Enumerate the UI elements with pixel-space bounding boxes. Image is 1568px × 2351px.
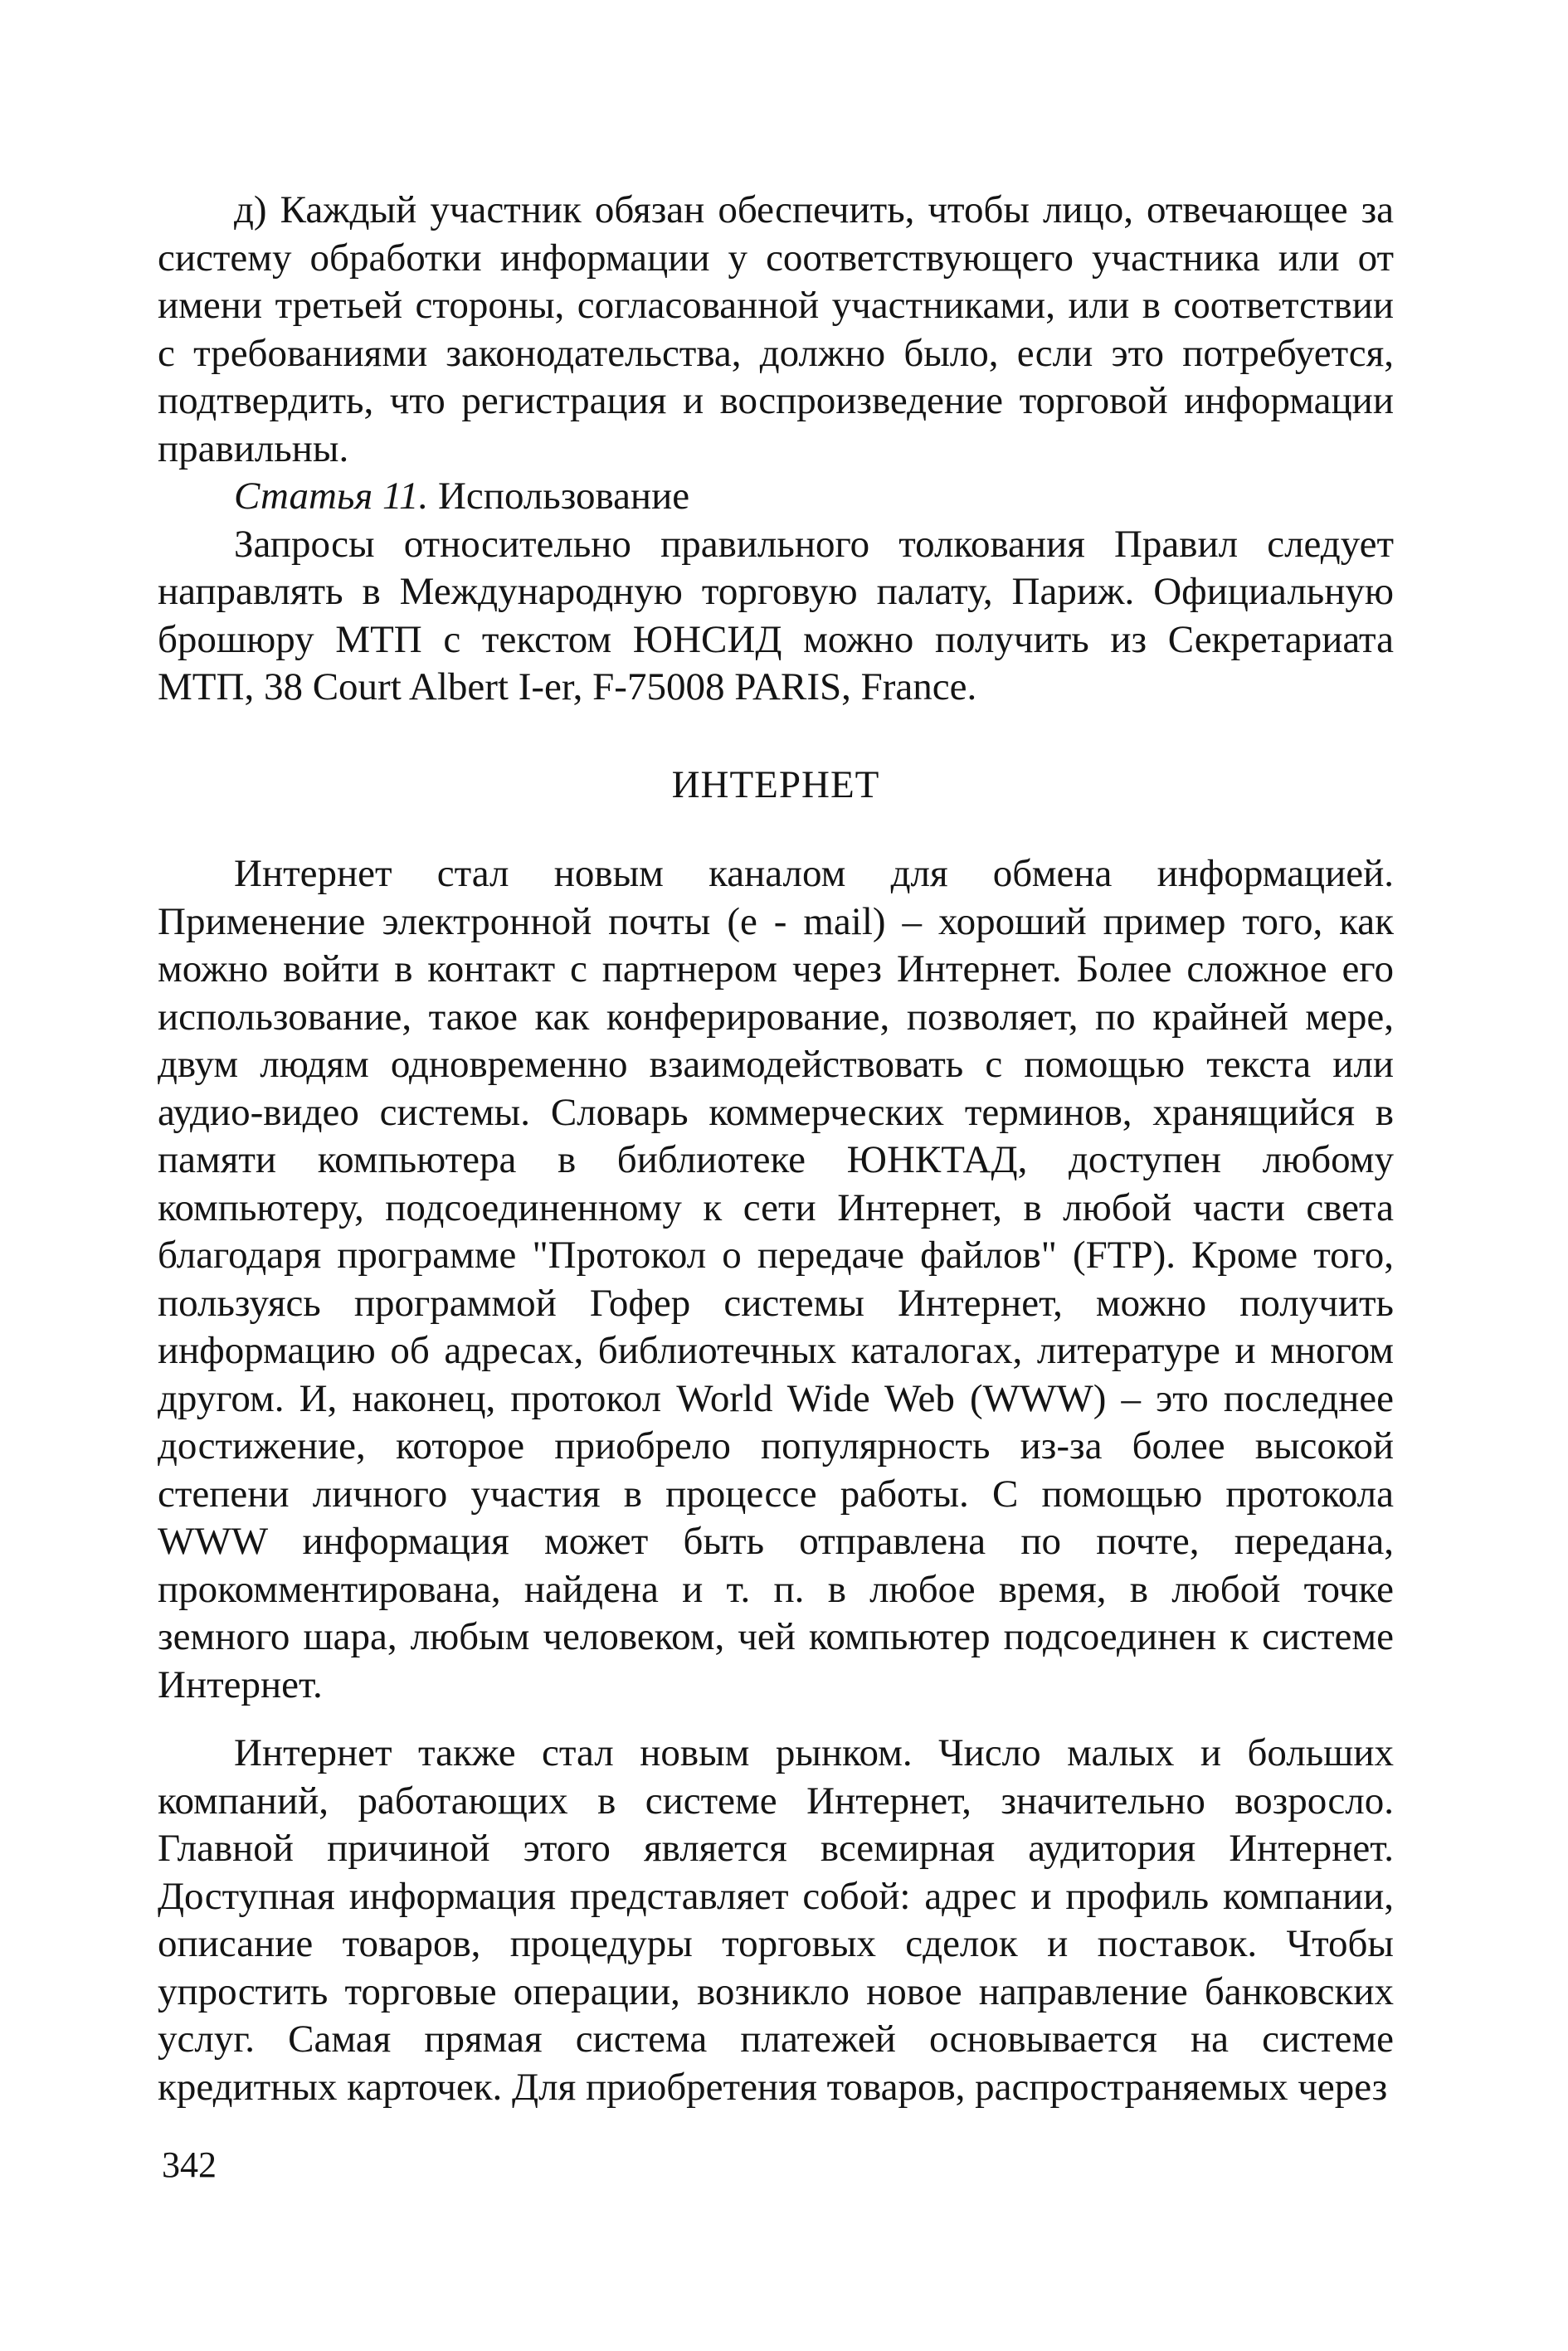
- internet-paragraph-2: Интернет также стал новым рынком. Число малых и больших компаний, работающих в системе Интернет, значительно возросло. Главной причиной этого является всемирная аудитория Интернет. Доступная информация представляет собой: адрес и профиль компании, описание товаров, процедуры торговых сделок и поставок. Чтобы упростить торговые операции, возникло новое направление банковских услуг. Самая прямая система платежей основывается на системе кредитных карточек. Для приобретения товаров, распространяемых через: [158, 1731, 1394, 2109]
- article-title: Использование: [437, 475, 690, 518]
- article-heading: [158, 473, 1394, 521]
- article-body: Запросы относительно правильного толкования Правил следует направлять в Международную торговую палату, Париж. Официальную брошюру МТП с текстом ЮНСИД можно получить из Секретариата МТП, 38 Court Albert I-er, F-75008 PARIS, France.: [158, 522, 1394, 708]
- internet-paragraph-1: Интернет стал новым каналом для обмена информацией. Применение электронной почты (e - mail) – хороший пример того, как можно войти в контакт с партнером через Интернет. Более сложное его использование, такое как конферирование, позволяет, по крайней мере, двум людям одновременно взаимодействовать с помощью текста или аудио-видео системы. Словарь коммерческих терминов, хранящийся в памяти компьютера в библиотеке ЮНКТАД, доступен любому компьютеру, подсоединенному к сети Интернет, в любой части света благодаря программе "Протокол о передаче файлов" (FTP). Кроме того, пользуясь программой Гофер системы Интернет, можно получить информацию об адресах, библиотечных каталогах, литературе и многом другом. И, наконец, протокол World Wide Web (WWW) – это последнее достижение, которое приобрело популярность из-за более высокой степени личного участия в процессе работы. С помощью протокола WWW информация может быть отправлена по почте, передана, прокомментирована, найдена и т. п. в любое время, в любой точке земного шара, любым человеком, чей компьютер подсоединен к системе Интернет.: [158, 852, 1394, 1706]
- paragraph-d: д) Каждый участник обязан обеспечить, чтобы лицо, отвечающее за систему обработки информации у соответствующего участника или от имени третьей стороны, согласованной участниками, или в соответствии с требованиями законодательства, должно было, если это потребуется, подтвердить, что регистрация и воспроизведение торговой информации правильны.: [158, 188, 1394, 470]
- page-number: 342: [162, 2144, 217, 2185]
- section-heading: ИНТЕРНЕТ: [671, 762, 880, 806]
- article-label: Статья 11.: [234, 475, 429, 518]
- book-page: [158, 187, 1394, 2111]
